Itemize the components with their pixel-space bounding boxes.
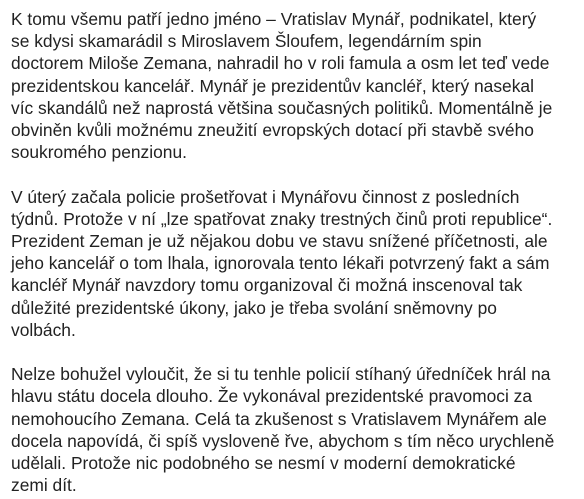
text-line: jeho kancelář o tom lhala, ignorovala tento lékaři potvrzený fakt a sám (11, 253, 550, 274)
text-line: víc skandálů než naprostá většina současných politiků. Momentálně je (11, 97, 553, 118)
paragraph-2 (11, 186, 584, 341)
text-line: volbách. (11, 319, 76, 340)
paragraph-3 (11, 363, 584, 496)
text-line: soukromého penzionu. (11, 142, 187, 163)
text-line: se kdysi skamarádil s Miroslavem Šloufem, legendárním spin (11, 31, 482, 52)
text-line: K tomu všemu patří jedno jméno – Vratislav Mynář, podnikatel, který (11, 9, 537, 29)
text-line: Nelze bohužel vyloučit, že si tu tenhle policií stíhaný úředníček hrál na (11, 364, 551, 385)
text-line: kancléř Mynář navzdory tomu organizoval či možná inscenoval tak (11, 275, 523, 296)
text-line: hlavu státu docela dlouho. Že vykonával prezidentské pravomoci za (11, 386, 533, 407)
text-line: obviněn kvůli možnému zneužití evropských dotací při stavbě svého (11, 120, 534, 141)
text-line: zemi dít. (11, 475, 77, 496)
text-line: docela napovídá, či spíš vysloveně řve, abychom s tím něco urychleně (11, 430, 555, 451)
text-line: udělali. Protože nic podobného se nesmí v moderní demokratické (11, 453, 516, 474)
text-line: důležité prezidentské úkony, jako je třeba svolání sněmovny po (11, 297, 497, 318)
text-line: týdnů. Protože v ní „lze spatřovat znaky trestných činů proti republice“. (11, 208, 553, 229)
text-line: prezidentskou kancelář. Mynář je prezidentův kancléř, který nasekal (11, 75, 534, 96)
text-line: Prezident Zeman je už nějakou dobu ve stavu snížené příčetnosti, ale (11, 231, 548, 252)
text-line: doctorem Miloše Zemana, nahradil ho v roli famula a osm let teď vede (11, 53, 550, 74)
text-line: nemohoucího Zemana. Celá ta zkušenost s Vratislavem Mynářem ale (11, 408, 547, 429)
text-line: V úterý začala policie prošetřovat i Mynářovu činnost z posledních (11, 186, 520, 207)
paragraph-1 (11, 8, 584, 163)
